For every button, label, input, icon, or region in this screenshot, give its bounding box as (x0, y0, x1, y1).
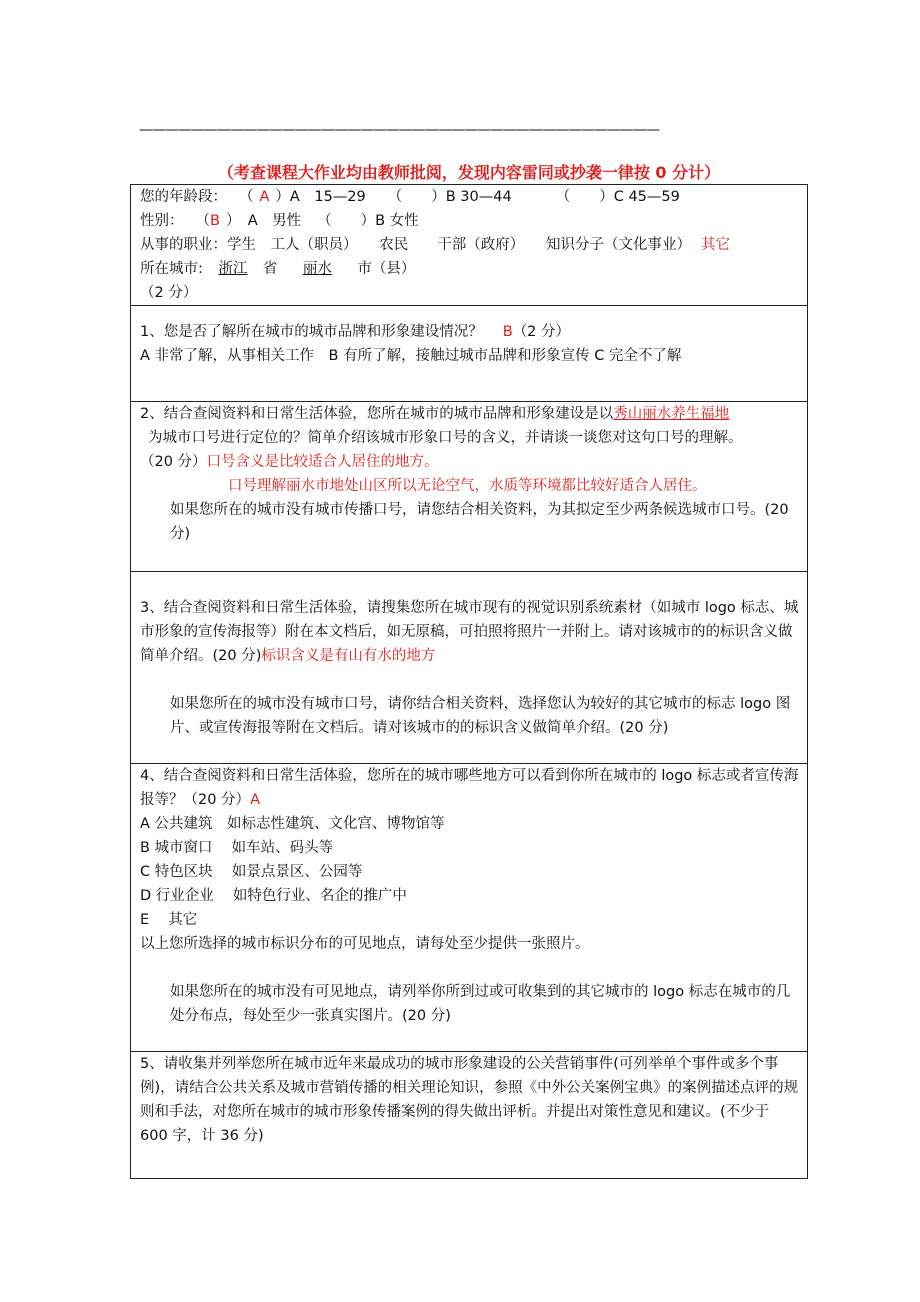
q5-question: 5、请收集并列举您所在城市近年来最成功的城市形象建设的公关营销事件(可列举单个事件或多个事例)，请结合公共关系及城市营销传播的相关理论知识，参照《中外公关案例宝典》的案例描述点评的规则和手法，对您所在城市的城市形象传播案例的得失做出评析。并提出对策性意见和建议。(不少于 600 字，计 36 分) (140, 1056, 799, 1144)
q4-question: 4、结合查阅资料和日常生活体验，您所在的城市哪些地方可以看到你所在城市的 logo 标志或者宣传海报等？（20 分）A (140, 768, 799, 808)
q5-cell (131, 1052, 808, 1179)
q3-row (131, 572, 808, 764)
q3-answer[interactable]: 标识含义是有山有水的地方 (261, 648, 436, 664)
q2-meaning-line (140, 450, 801, 474)
q2-meaning-answer[interactable]: 口号含义是比较适合人居住的地方。 (206, 454, 439, 470)
q1-question: 1、您是否了解所在城市的城市品牌和形象建设情况？ B（2 分） (140, 324, 571, 340)
q4-answer[interactable]: A (250, 792, 260, 808)
q4-cell (131, 764, 808, 1052)
q3-cell (131, 572, 808, 764)
q1-row (131, 306, 808, 402)
age-option-a: ）A 15—29 (275, 189, 366, 205)
q4-photo-note: 以上您所选择的城市标识分布的可见地点，请每处至少提供一张照片。 (140, 936, 590, 952)
q2-slogan-answer[interactable]: 秀山丽水养生福地 (613, 406, 730, 422)
city-field (140, 257, 801, 281)
gender-option-b: （ ）B 女性 (317, 213, 419, 229)
q5-row (131, 1052, 808, 1179)
occupation-options: 从事的职业：学生 工人（职员） 农民 干部（政府） 知识分子（文化事业） (140, 237, 691, 253)
q1-cell (131, 306, 808, 402)
personal-info-cell (131, 185, 808, 306)
gender-field: 性别： （B ） A 男性 （ ）B 女性 (140, 213, 419, 229)
q4-option-d: D 行业企业 如特色行业、名企的推广中 (140, 888, 407, 904)
q4-alternative-prompt: 如果您所在的城市没有可见地点，请列举你所到过或可收集到的其它城市的 logo 标志在城市的几处分布点，每处至少一张真实图片。(20 分) (170, 984, 791, 1024)
age-option-b: （ ）B 30—44 (387, 189, 512, 205)
q4-option-e: E 其它 (140, 912, 198, 928)
q2-understanding-answer[interactable]: 口号理解丽水市地处山区所以无论空气，水质等环境都比较好适合人居住。 (228, 478, 707, 494)
age-label: 您的年龄段： (140, 189, 227, 205)
q3-alternative-prompt: 如果您所在的城市没有城市口号，请你结合相关资料，选择您认为较好的其它城市的标志 logo 图片、或宣传海报等附在文档后。请对该城市的的标识含义做简单介绍。(20 分) (170, 696, 791, 736)
city-input[interactable]: 丽水 (302, 261, 332, 277)
q1-answer[interactable]: B (502, 324, 513, 340)
q2-question-line1: 2、结合查阅资料和日常生活体验，您所在城市的城市品牌和形象建设是以秀山丽水养生福地 (140, 406, 730, 422)
age-answer[interactable]: A (259, 189, 270, 205)
questionnaire-table (130, 184, 808, 1179)
q4-option-c: C 特色区块 如景点景区、公园等 (140, 864, 363, 880)
gender-label: 性别： (140, 213, 184, 229)
q4-option-a: A 公共建筑 如标志性建筑、文化宫、博物馆等 (140, 816, 445, 832)
city-label: 所在城市: (140, 261, 203, 277)
q2-question-line2: 为城市口号进行定位的？简单介绍该城市形象口号的含义，并请谈一谈您对这句口号的理解。 (148, 430, 743, 446)
province-unit: 省 (262, 261, 278, 277)
personal-info-row (131, 185, 808, 306)
q2-cell (131, 402, 808, 572)
occupation-field (140, 233, 801, 257)
info-score: （2 分） (140, 285, 198, 301)
q2-row (131, 402, 808, 572)
age-field: 您的年龄段： （ A ）A 15—29 （ ）B 30—44 （ ）C 45—59 (140, 189, 680, 205)
gender-option-a: ） A 男性 (225, 213, 302, 229)
q2-alternative-prompt: 如果您所在的城市没有城市传播口号，请您结合相关资料，为其拟定至少两条候选城市口号。(20 分) (170, 502, 789, 542)
q4-row (131, 764, 808, 1052)
q4-option-b: B 城市窗口 如车站、码头等 (140, 840, 334, 856)
city-unit: 市（县） (357, 261, 416, 277)
q1-score: （2 分） (512, 324, 571, 340)
separator-line: ———————————————————————————————————————— (139, 122, 659, 138)
q1-options: A 非常了解，从事相关工作 B 有所了解，接触过城市品牌和形象宣传 C 完全不了解 (140, 348, 682, 364)
q2-score: （20 分） (140, 454, 207, 470)
province-input[interactable]: 浙江 (218, 261, 248, 277)
occupation-answer[interactable]: 其它 (701, 237, 730, 253)
grading-notice: （考查课程大作业均由教师批阅，发现内容雷同或抄袭一律按 0 分计） (217, 163, 721, 182)
gender-answer[interactable]: B (210, 213, 220, 229)
age-option-c: （ ）C 45—59 (555, 189, 680, 205)
q3-question: 3、结合查阅资料和日常生活体验，请搜集您所在城市现有的视觉识别系统素材（如城市 logo 标志、城市形象的宣传海报等）附在本文档后，如无原稿，可拍照将照片一并附上。请对该城市的的标识含义做简单介绍。(20 分)标识含义是有山有水的地方 (140, 600, 799, 664)
